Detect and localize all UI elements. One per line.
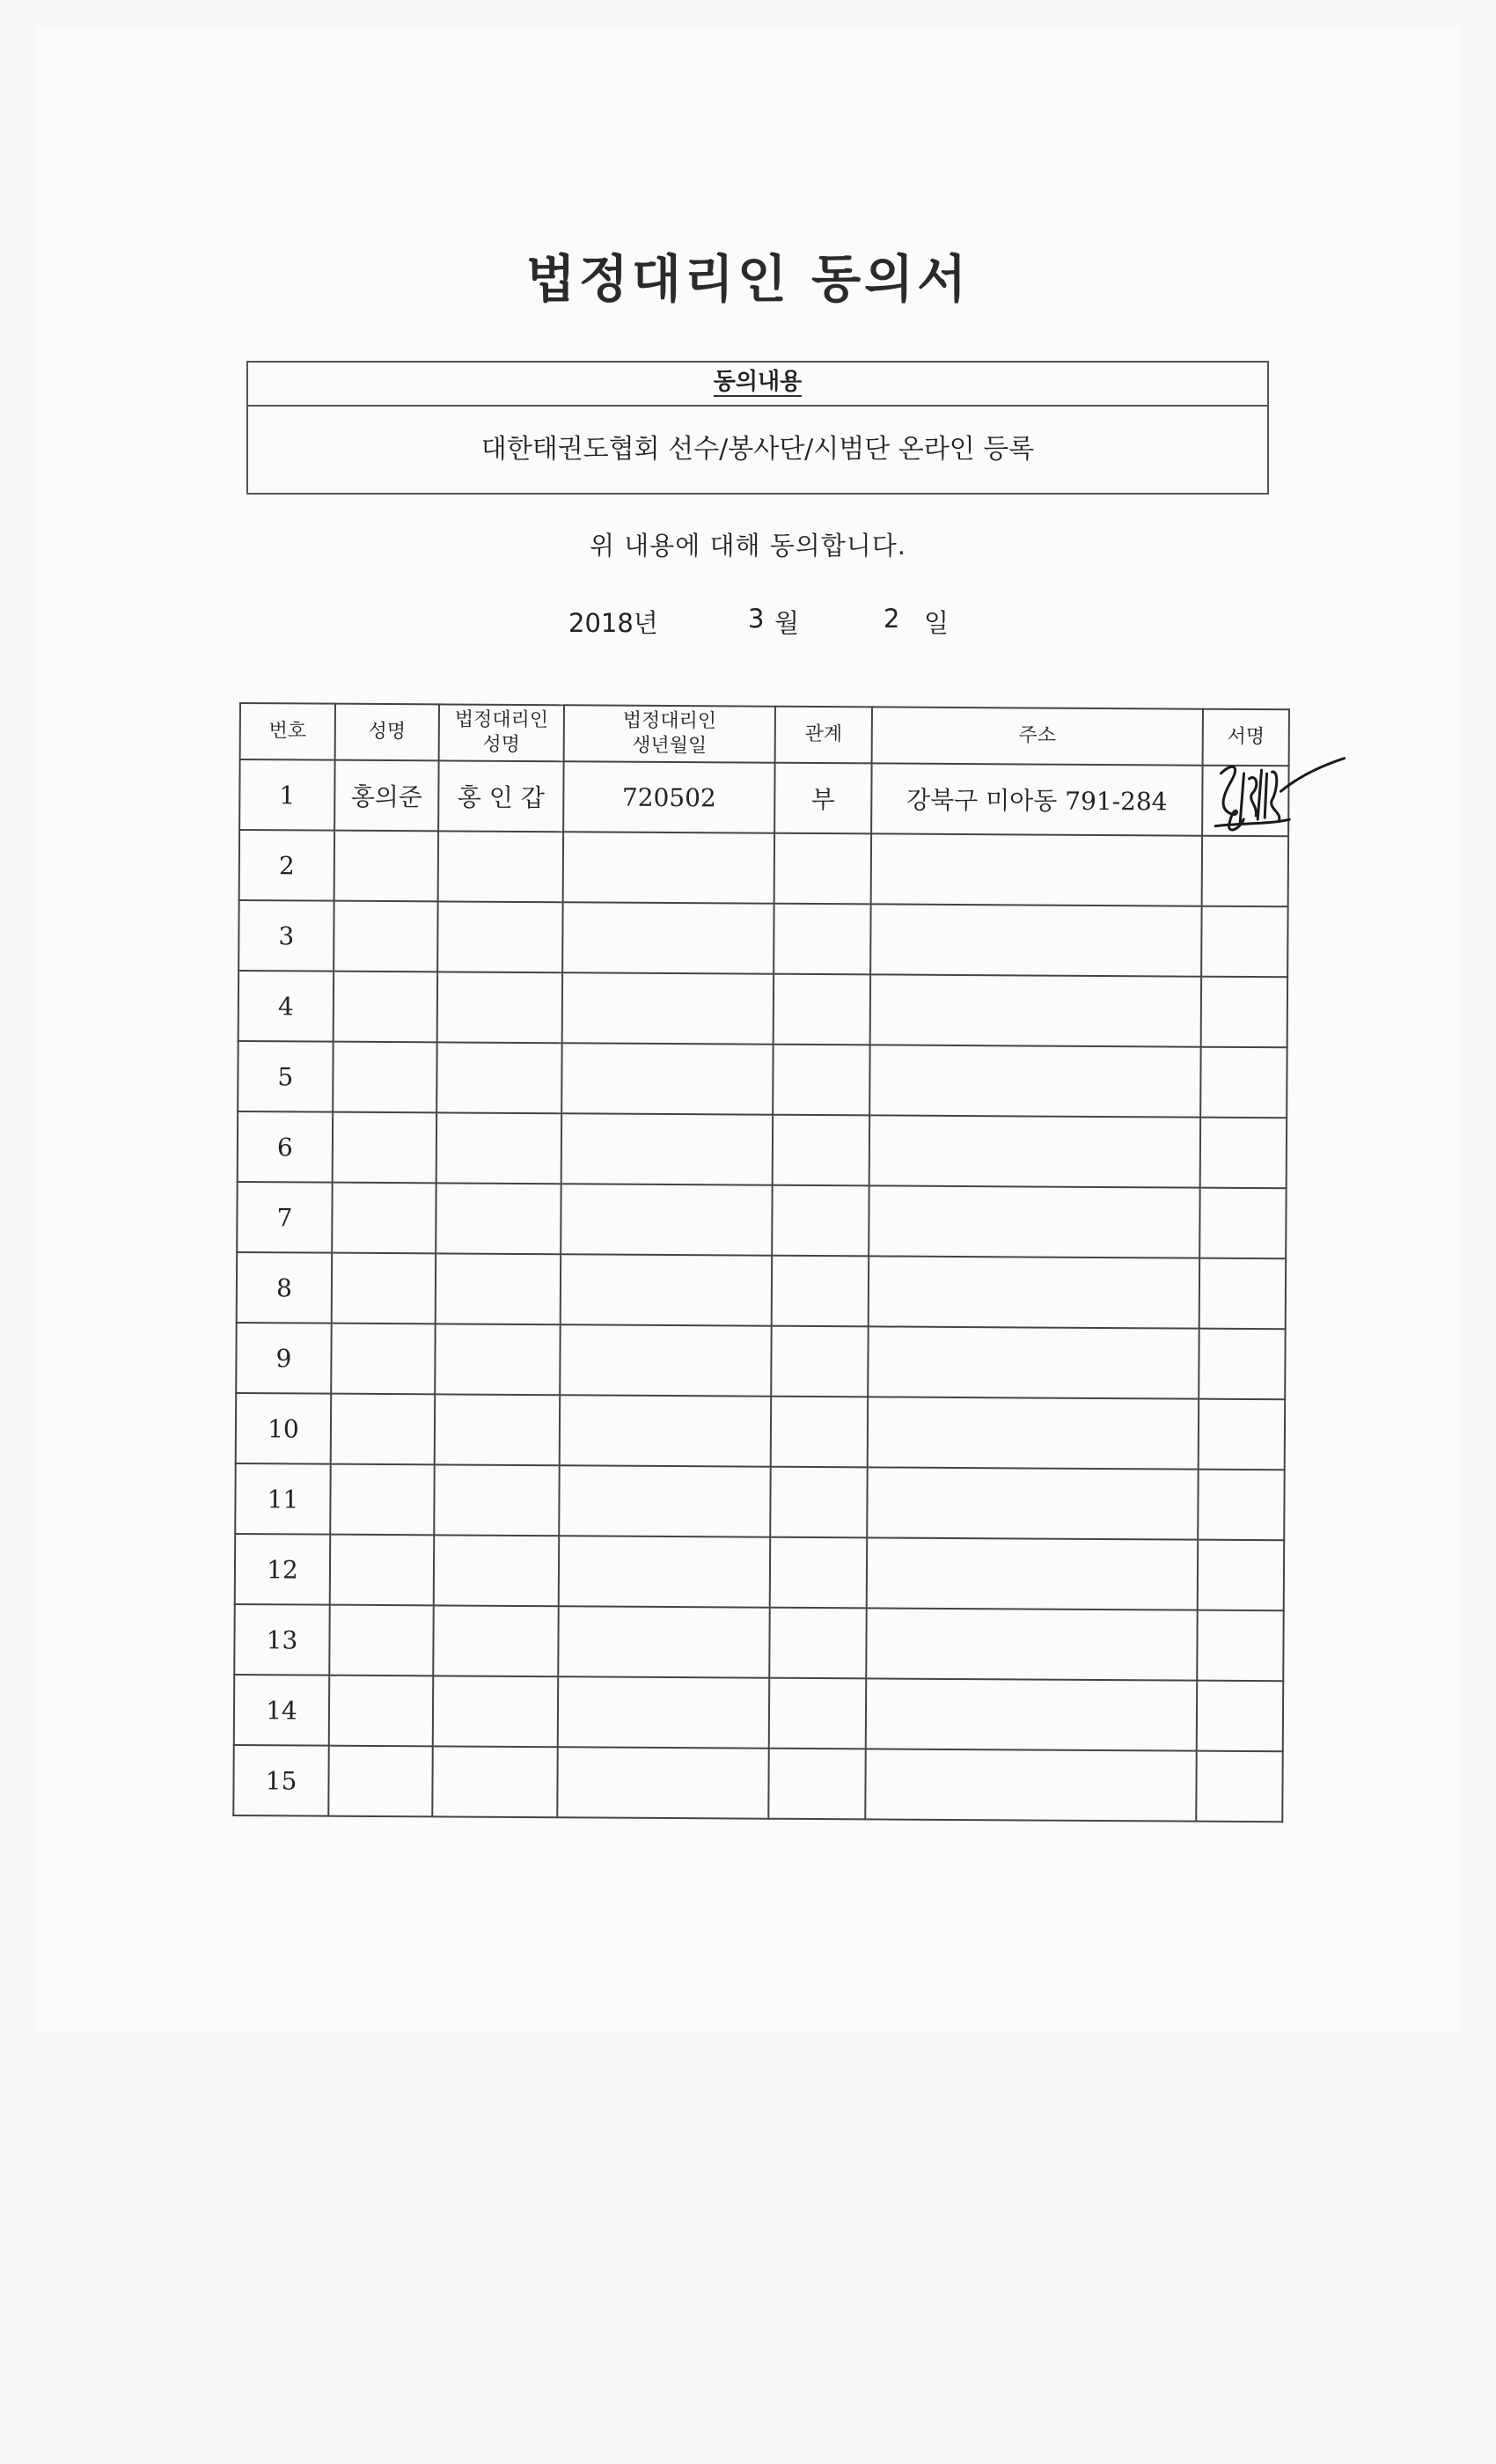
table-row (237, 1252, 1286, 1329)
guardian-table (232, 702, 1290, 1822)
consent-body: 대한태권도협회 선수/봉사단/시범단 온라인 등록 (480, 434, 1035, 465)
row-relation (769, 1608, 866, 1679)
table-row (236, 1323, 1285, 1399)
row-signature (1198, 1470, 1284, 1541)
date-day-value: 2 (884, 604, 900, 634)
row-signature (1199, 1329, 1285, 1400)
row-number: 3 (238, 900, 334, 972)
row-relation (774, 974, 870, 1045)
date-month-label: 월 (774, 608, 800, 638)
row-relation (771, 1397, 868, 1468)
row-address (866, 1678, 1197, 1750)
row-number: 1 (239, 759, 334, 831)
row-name (331, 1394, 435, 1465)
row-guardian-name (436, 1183, 561, 1254)
row-name (333, 1112, 436, 1184)
row-guardian-birth (560, 1395, 771, 1466)
date-month-value: 3 (748, 604, 765, 634)
row-guardian-birth (560, 1324, 771, 1396)
header-signature: 서명 (1203, 709, 1289, 766)
row-relation (770, 1537, 867, 1609)
row-guardian-name (436, 1112, 561, 1184)
row-address (868, 1397, 1199, 1469)
row-relation (768, 1749, 865, 1820)
row-name (334, 901, 437, 972)
table-row (238, 1111, 1287, 1188)
date-year: 2018년 (568, 608, 658, 638)
row-signature (1200, 1047, 1287, 1118)
header-guardian-birth-line2: 생년월일 (632, 734, 708, 758)
row-number: 13 (234, 1604, 329, 1676)
table-header-row (240, 703, 1289, 766)
row-address (870, 904, 1201, 976)
row-name: 홍의준 (334, 760, 438, 832)
row-guardian-birth (557, 1747, 768, 1818)
table-row (237, 1182, 1286, 1258)
header-relation: 관계 (775, 707, 872, 764)
row-guardian-birth (563, 832, 774, 903)
row-relation (773, 1115, 869, 1186)
row-number: 9 (236, 1323, 331, 1394)
row-relation (774, 904, 870, 975)
row-guardian-birth (561, 1113, 773, 1184)
row-name (330, 1535, 434, 1606)
row-guardian-name (434, 1535, 559, 1606)
row-guardian-name (436, 1042, 561, 1113)
row-guardian-name (435, 1394, 560, 1465)
row-signature (1197, 1681, 1283, 1752)
table-row (238, 900, 1287, 977)
row-guardian-birth (561, 1254, 772, 1325)
row-name (331, 1324, 435, 1395)
header-guardian-name-line2: 성명 (482, 733, 521, 756)
header-guardian-name-line1: 법정대리인 (454, 708, 549, 732)
row-address (869, 1256, 1199, 1328)
row-guardian-name (433, 1605, 558, 1676)
row-address: 강북구 미아동 791-284 (871, 763, 1202, 835)
row-guardian-name (435, 1324, 560, 1395)
table-row (234, 1604, 1283, 1681)
row-guardian-birth (559, 1536, 770, 1607)
table-row (234, 1675, 1283, 1751)
row-address (871, 833, 1202, 906)
row-guardian-name: 홍 인 갑 (438, 760, 563, 832)
page-title: 법정대리인 동의서 (525, 249, 971, 309)
row-name (329, 1605, 433, 1676)
table-row (236, 1393, 1285, 1470)
consent-box (246, 361, 1269, 495)
row-address (869, 1115, 1200, 1187)
row-number: 4 (238, 971, 334, 1042)
row-name (329, 1676, 433, 1747)
row-number: 5 (238, 1041, 333, 1112)
row-signature (1199, 1258, 1286, 1330)
row-name (334, 831, 438, 902)
date-day-label: 일 (924, 608, 950, 638)
row-number: 11 (235, 1463, 330, 1535)
row-guardian-name (434, 1464, 559, 1536)
header-guardian-birth (564, 705, 775, 762)
row-relation (772, 1185, 869, 1257)
row-guardian-birth (562, 972, 774, 1044)
row-name (333, 1042, 436, 1113)
row-relation (769, 1678, 866, 1749)
table-row (239, 830, 1288, 906)
row-guardian-name (436, 1253, 561, 1324)
row-signature (1202, 836, 1288, 907)
row-name (334, 972, 437, 1043)
row-signature (1196, 1751, 1282, 1822)
table-row (238, 1041, 1287, 1118)
row-address (868, 1326, 1199, 1398)
row-address (869, 1045, 1200, 1117)
consent-heading-row (248, 363, 1267, 407)
row-address (867, 1467, 1198, 1539)
row-name (330, 1464, 434, 1536)
row-number: 7 (237, 1182, 332, 1253)
header-guardian-birth-line1: 법정대리인 (622, 709, 717, 733)
row-guardian-name (437, 901, 562, 972)
row-name (332, 1253, 436, 1324)
row-relation (773, 1045, 869, 1116)
row-signature (1198, 1540, 1284, 1611)
row-name (332, 1183, 436, 1254)
row-signature (1202, 766, 1288, 837)
row-address (865, 1749, 1196, 1821)
table-row (238, 971, 1287, 1047)
row-address (869, 1185, 1199, 1258)
row-number: 15 (233, 1745, 328, 1816)
row-signature (1200, 1118, 1287, 1189)
agreement-sentence: 위 내용에 대해 동의합니다. (589, 531, 907, 561)
header-number: 번호 (240, 703, 335, 760)
row-guardian-name (438, 831, 563, 902)
row-address (867, 1537, 1198, 1610)
row-signature (1201, 977, 1287, 1048)
header-guardian-name (439, 704, 564, 761)
row-address (866, 1608, 1197, 1680)
row-relation (772, 1256, 869, 1327)
row-guardian-name (432, 1746, 557, 1817)
row-address (870, 974, 1201, 1046)
header-name: 성명 (335, 704, 439, 761)
header-address: 주소 (872, 707, 1203, 765)
row-guardian-birth (561, 1043, 773, 1114)
row-guardian-birth (562, 902, 774, 973)
table-row (235, 1534, 1284, 1610)
row-number: 2 (239, 830, 334, 901)
table-row (239, 759, 1288, 836)
row-guardian-birth (558, 1606, 769, 1677)
row-guardian-birth (561, 1184, 772, 1255)
row-guardian-name (437, 972, 562, 1043)
row-guardian-birth: 720502 (563, 761, 774, 832)
consent-heading: 동의내용 (713, 369, 803, 395)
row-guardian-name (433, 1676, 558, 1747)
row-signature (1199, 1188, 1286, 1259)
row-number: 14 (234, 1675, 329, 1746)
row-relation (774, 833, 871, 905)
row-guardian-birth (558, 1676, 769, 1748)
row-relation (770, 1467, 867, 1538)
row-number: 8 (237, 1252, 332, 1324)
row-number: 6 (238, 1111, 333, 1183)
table-row (235, 1463, 1284, 1540)
row-relation (771, 1326, 868, 1397)
row-signature (1201, 906, 1287, 978)
row-name (328, 1746, 432, 1817)
row-number: 10 (236, 1393, 331, 1464)
table-row (233, 1745, 1282, 1822)
row-guardian-birth (559, 1465, 770, 1536)
row-number: 12 (235, 1534, 330, 1605)
row-relation: 부 (774, 763, 871, 834)
row-signature (1197, 1610, 1283, 1682)
row-signature (1199, 1399, 1285, 1470)
